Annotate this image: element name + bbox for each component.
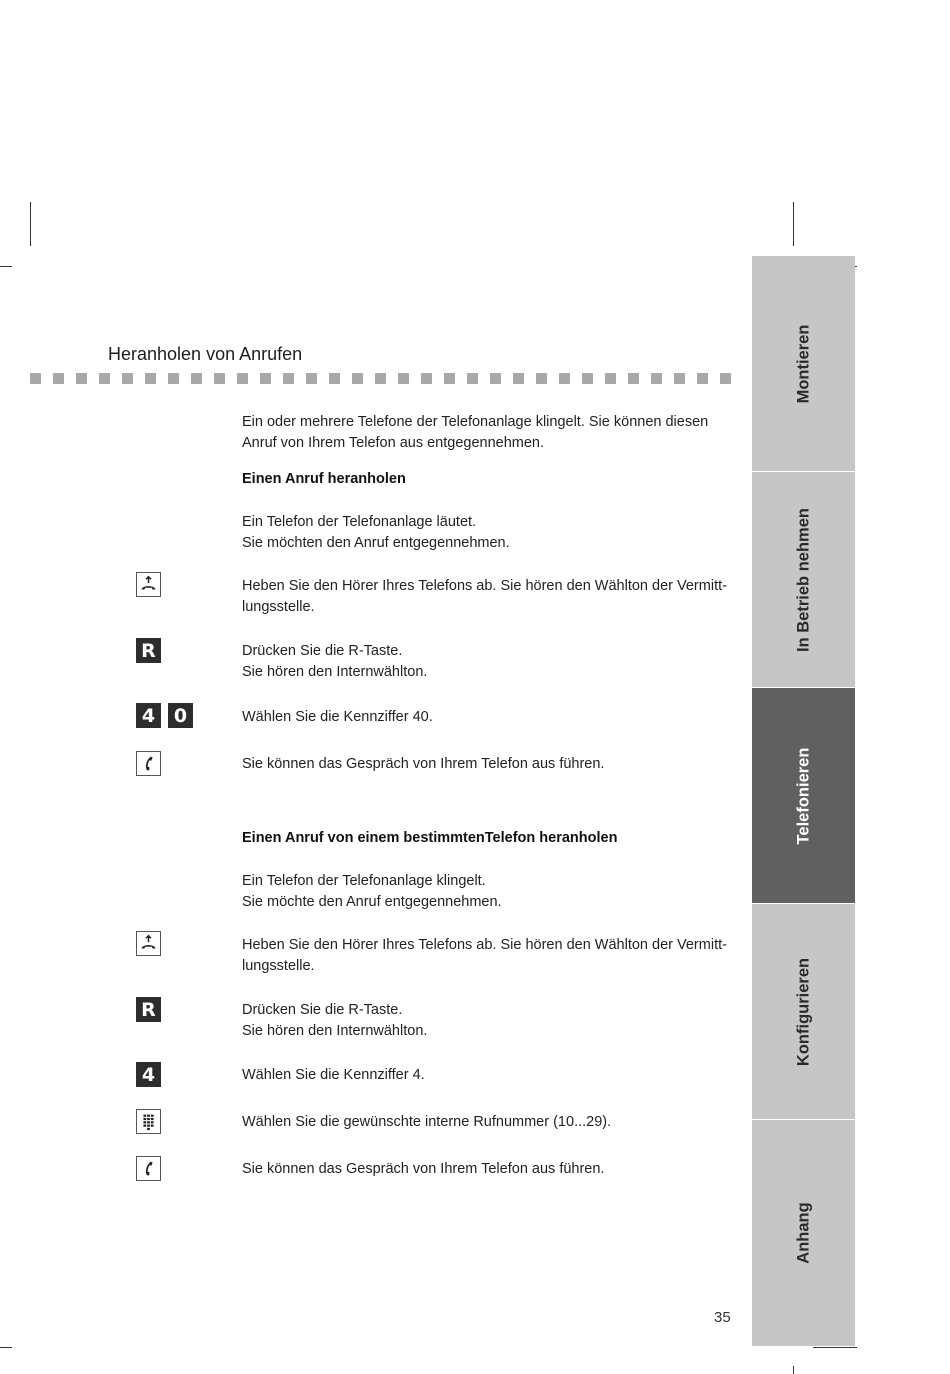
situation-line: Ein Telefon der Telefonanlage läutet. — [242, 514, 477, 530]
section2-heading: Einen Anruf von einem bestimmtenTelefon heranholen — [242, 830, 618, 846]
r-key-icon: R — [136, 997, 161, 1022]
handset-talk-icon — [136, 1156, 161, 1181]
tab-label: Anhang — [794, 1202, 812, 1264]
intro-line: Anruf von Ihrem Telefon aus entgegennehmen. — [242, 435, 545, 451]
step-text: Wählen Sie die Kennziffer 4. — [242, 1067, 425, 1083]
step-text — [242, 641, 427, 683]
chapter-tabs — [752, 256, 855, 1358]
digit-4-key-icon: 4 — [136, 1062, 161, 1087]
tab-label: Montieren — [794, 324, 812, 403]
section1-situation — [242, 512, 510, 554]
keypad-icon — [136, 1109, 161, 1134]
step-line: Drücken Sie die R-Taste. — [242, 1002, 403, 1018]
crop-mark — [30, 202, 31, 246]
tab-label: Konfigurieren — [794, 957, 812, 1066]
section2-situation — [242, 871, 502, 913]
digit-4-key-icon: 4 — [136, 703, 161, 728]
step-line: lungsstelle. — [242, 958, 315, 974]
crop-mark — [0, 266, 12, 267]
step-line: lungsstelle. — [242, 599, 315, 615]
situation-line: Sie möchte den Anruf entgegennehmen. — [242, 894, 502, 910]
situation-line: Sie möchten den Anruf entgegennehmen. — [242, 535, 510, 551]
tab-label: In Betrieb nehmen — [794, 507, 812, 652]
step-line: Heben Sie den Hörer Ihres Telefons ab. Sie hören den Wählton der Vermitt- — [242, 578, 727, 594]
step-text: Wählen Sie die Kennziffer 40. — [242, 709, 433, 725]
section-title: Heranholen von Anrufen — [108, 344, 303, 364]
tab-montieren[interactable] — [752, 256, 855, 472]
crop-mark — [793, 202, 794, 246]
tab-konfigurieren[interactable] — [752, 904, 855, 1120]
step-line: Drücken Sie die R-Taste. — [242, 643, 403, 659]
crop-mark — [0, 1347, 12, 1348]
page-number: 35 — [714, 1309, 731, 1326]
intro-line: Ein oder mehrere Telefone der Telefonanlage klingelt. Sie können diesen — [242, 414, 709, 430]
step-text — [242, 935, 737, 977]
r-key-icon: R — [136, 638, 161, 663]
dotted-divider — [30, 373, 735, 384]
step-line: Sie hören den Internwählton. — [242, 664, 428, 680]
step-text: Wählen Sie die gewünschte interne Rufnummer (10...29). — [242, 1114, 612, 1130]
tab-telefonieren[interactable] — [752, 688, 855, 904]
step-text — [242, 1000, 427, 1042]
crop-mark — [793, 1366, 794, 1374]
step-text: Sie können das Gespräch von Ihrem Telefon aus führen. — [242, 1161, 605, 1177]
intro-text — [242, 412, 737, 454]
digit-0-key-icon: 0 — [168, 703, 193, 728]
situation-line: Ein Telefon der Telefonanlage klingelt. — [242, 873, 486, 889]
tab-anhang[interactable] — [752, 1120, 855, 1346]
step-line: Sie hören den Internwählton. — [242, 1023, 428, 1039]
step-line: Heben Sie den Hörer Ihres Telefons ab. Sie hören den Wählton der Vermitt- — [242, 937, 727, 953]
step-text: Sie können das Gespräch von Ihrem Telefon aus führen. — [242, 756, 605, 772]
section1-heading: Einen Anruf heranholen — [242, 471, 406, 487]
tab-label: Telefonieren — [794, 747, 812, 844]
tab-in-betrieb-nehmen[interactable] — [752, 472, 855, 688]
handset-lift-icon — [136, 572, 161, 597]
handset-talk-icon — [136, 751, 161, 776]
step-text — [242, 576, 737, 618]
handset-lift-icon — [136, 931, 161, 956]
